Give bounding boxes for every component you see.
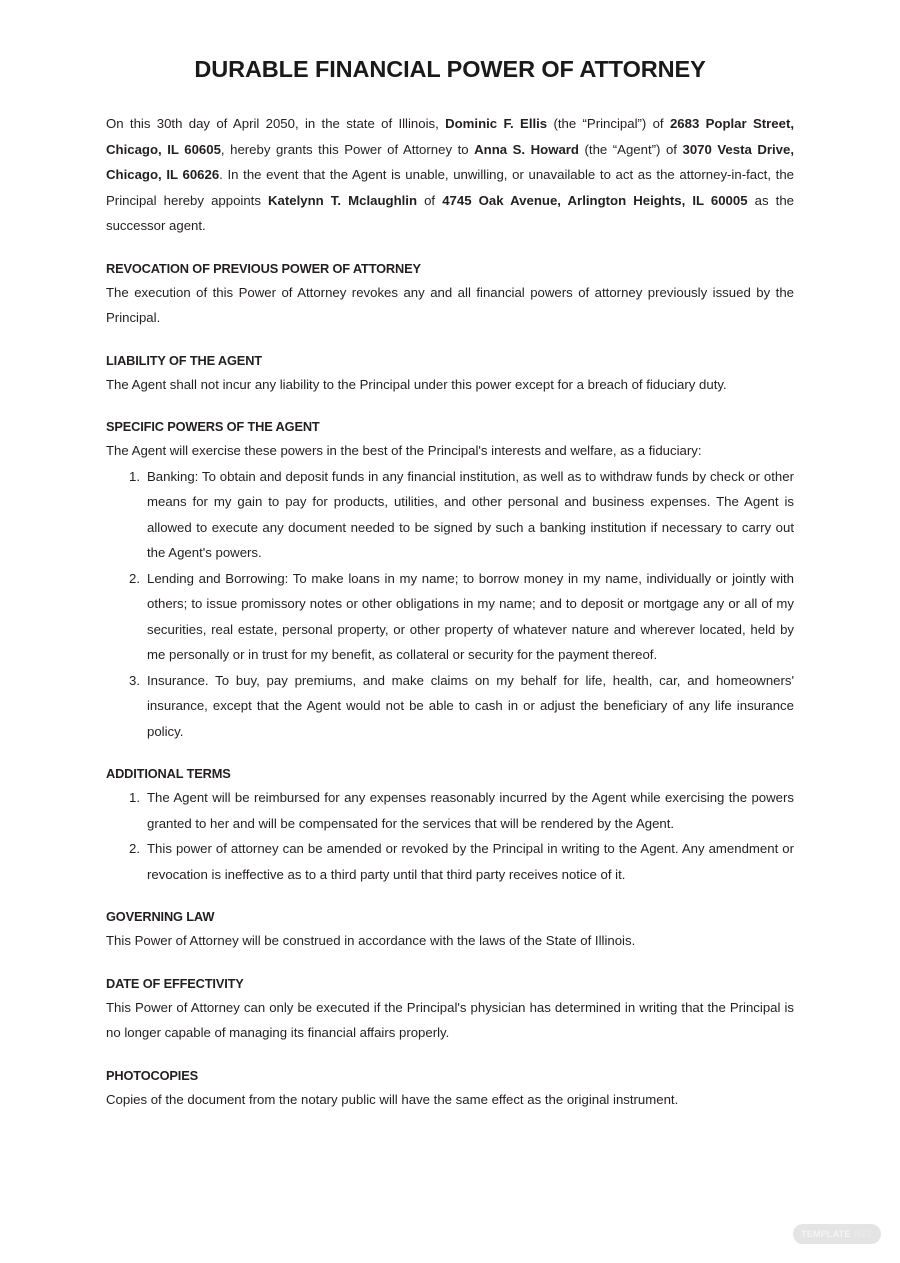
section-photocopies [106,1046,794,1113]
intro-text-7: as the successor agent. [106,192,794,234]
list-item: Banking: To obtain and deposit funds in any financial institution, as well as to withdraw funds by check or other means for my gain to pay for products, utilities, and other personal and business expenses. The Agent is allowed to execute any document needed to be signed by such a banking institution if necessary to carry out the Agent's powers. [147,468,794,561]
section-body: This Power of Attorney can only be executed if the Principal's physician has determined in writing that the Principal is no longer capable of managing its financial affairs properly. [106,999,794,1041]
intro-paragraph [106,83,794,239]
intro-text-4: (the “Agent”) of [578,141,683,157]
section-heading: REVOCATION OF PREVIOUS POWER OF ATTORNEY [106,260,421,276]
section-heading: LIABILITY OF THE AGENT [106,352,262,368]
section-heading: DATE OF EFFECTIVITY [106,975,244,991]
section-liability [106,331,794,398]
section-additional-terms [106,744,794,887]
template-net-watermark [793,1224,881,1244]
intro-text-5: . In the event that the Agent is unable, unwilling, or unavailable to act as the attorney-in-fact, the Principal hereby appoints [106,167,795,208]
section-heading: GOVERNING LAW [106,909,215,925]
section-body: This Power of Attorney will be construed in accordance with the laws of the State of Illinois. [106,933,636,949]
agent-name: Anna S. Howard [474,141,579,157]
watermark-brand: TEMPLATE [801,1229,851,1239]
section-heading: SPECIFIC POWERS OF THE AGENT [106,419,320,435]
successor-agent-address: 4745 Oak Avenue, Arlington Heights, IL 60005 [442,192,748,208]
section-body: The Agent shall not incur any liability to the Principal under this power except for a breach of fiduciary duty. [106,376,727,392]
section-date-of-effectivity [106,954,794,1046]
list-item: This power of attorney can be amended or revoked by the Principal in writing to the Agent. Any amendment or revocation is ineffective as to a third party until that third party receives notice of it. [147,841,794,882]
section-heading: ADDITIONAL TERMS [106,766,231,782]
section-specific-powers [106,397,794,744]
intro-text-3: , hereby grants this Power of Attorney to [220,141,475,157]
principal-address: 2683 Poplar Street, Chicago, IL 60605 [106,116,795,157]
document-content [106,0,794,1112]
watermark-tld: .NET [851,1229,873,1239]
section-revocation [106,239,794,331]
intro-text-6: of [417,192,443,208]
section-body: Copies of the document from the notary public will have the same effect as the original instrument. [106,1091,679,1107]
successor-agent-name: Katelynn T. Mclaughlin [268,192,418,208]
section-body: The execution of this Power of Attorney revokes any and all financial powers of attorney previously issued by the Principal. [106,284,794,326]
section-heading: PHOTOCOPIES [106,1067,198,1083]
specific-powers-list [106,464,794,745]
section-body: The Agent will exercise these powers in the best of the Principal's interests and welfare, as a fiduciary: [106,443,702,459]
additional-terms-list [106,785,794,887]
agent-address: 3070 Vesta Drive, Chicago, IL 60626 [106,141,795,183]
list-item: Insurance. To buy, pay premiums, and make claims on my behalf for life, health, car, and homeowners' insurance, except that the Agent would not be able to cash in or adjust the beneficiary of any life insurance policy. [147,672,794,739]
list-item: The Agent will be reimbursed for any expenses reasonably incurred by the Agent while exercising the powers granted to her and will be compensated for the services that will be rendered by the Agent. [147,790,794,831]
section-governing-law [106,887,794,954]
page-title: DURABLE FINANCIAL POWER OF ATTORNEY [194,56,706,82]
list-item: Lending and Borrowing: To make loans in my name; to borrow money in my name, individually or jointly with others; to issue promissory notes or other obligations in my name; and to deposit or mortgage any or all of my securities, real estate, personal property, or other property of whatever nature and wherever located, held by me personally or in trust for my benefit, as collateral or security for the payment thereof. [147,570,794,663]
intro-text-1: On this 30th day of April 2050, in the state of Illinois, [106,116,446,132]
principal-name: Dominic F. Ellis [445,116,548,132]
intro-text-2: (the “Principal”) of [547,116,670,132]
